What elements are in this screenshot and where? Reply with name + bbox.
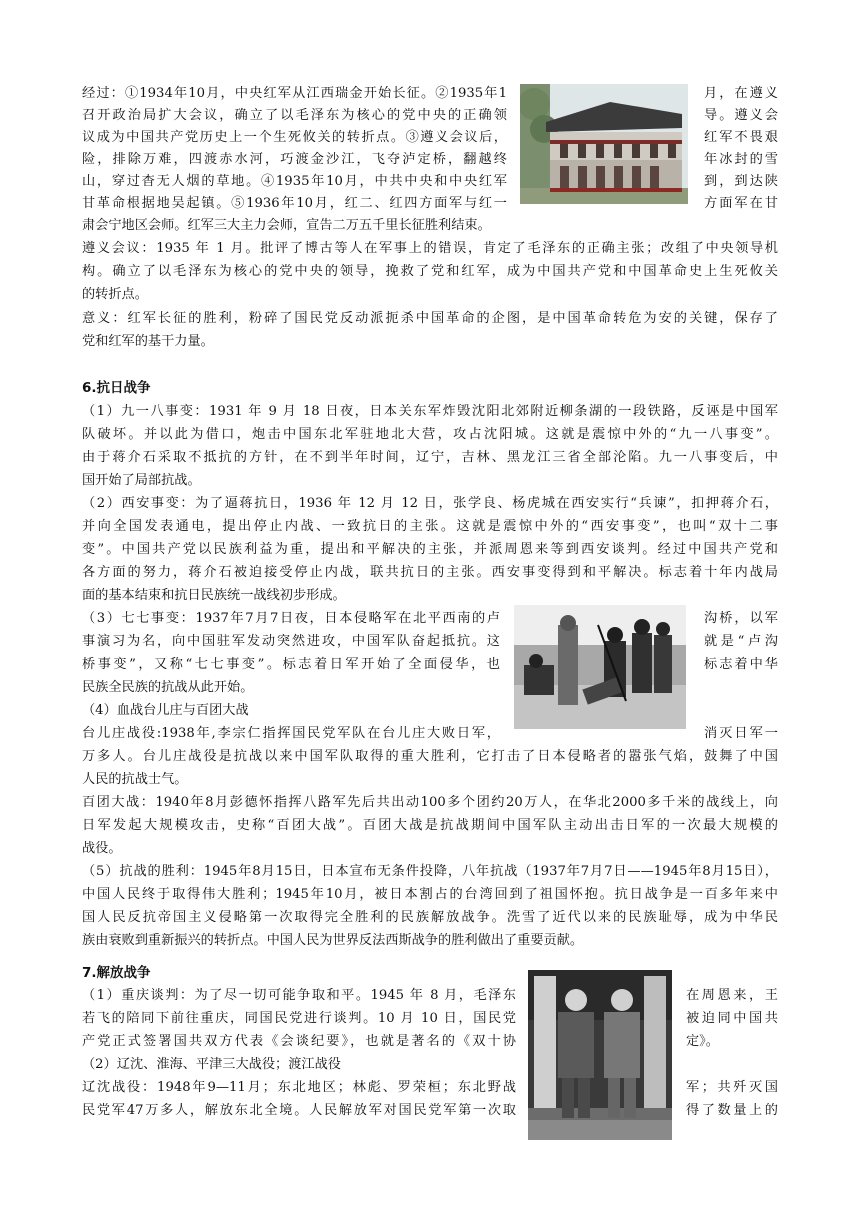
zunyi-line-3: 的转折点。 xyxy=(82,287,148,302)
chongqing-line-2-right: 被迫同中国共 xyxy=(686,1011,778,1026)
chongqing-line-1-left: （1）重庆谈判：为了尽一切可能争取和平。1945 年 8 月，毛泽东 xyxy=(82,988,516,1003)
liaoshen-line-2-left: 民党军47万多人，解放东北全境。人民解放军对国民党军第一次取 xyxy=(82,1103,516,1118)
march-line-5-right: 到，到达陕 xyxy=(704,174,778,189)
zunyi-line-1: 遵义会议：1935 年 1 月。批评了博古等人在军事上的错误，肯定了毛泽东的正确主张；改组了中央领导机 xyxy=(82,241,778,256)
chongqing-line-2-left: 若飞的陪同下前往重庆，同国民党进行谈判。10 月 10 日，国民党 xyxy=(82,1011,516,1026)
p3-last-line: 民族全民族的抗战从此开始。 xyxy=(82,680,254,695)
taierzhuang-line-2: 万多人。台儿庄战役是抗战以来中国军队取得的重大胜利，它打击了日本侵略者的嚣张气焰，鼓舞了中国 xyxy=(82,749,778,764)
p2-line-4: 各方面的努力，蒋介石被迫接受停止内战，联共抗日的主张。西安事变得到和平解决。标志着十年内战局 xyxy=(82,565,778,580)
hundred-line-3: 战役。 xyxy=(82,841,122,856)
meaning-line-1: 意义：红军长征的胜利，粉碎了国民党反动派扼杀中国革命的企图，是中国革命转危为安的关键，保存了 xyxy=(82,311,778,326)
p5-line-1: （5）抗战的胜利：1945年8月15日，日本宣布无条件投降，八年抗战（1937年7月7日——1945年8月15日）， xyxy=(82,864,778,879)
march-line-4-left: 险，排除万难，四渡赤水河，巧渡金沙江，飞夺泸定桥，翻越终 xyxy=(82,152,507,167)
leaders-image xyxy=(528,970,672,1140)
campaigns-title: （2）辽沈、淮海、平津三大战役；渡江战役 xyxy=(82,1057,341,1072)
zunyi-line-2: 构。确立了以毛泽东为核心的党中央的领导，挽救了党和红军，成为中国共产党和中国革命史上生死攸关 xyxy=(82,264,778,279)
p2-line-1: （2）西安事变：为了逼蒋抗日，1936 年 12 月 12 日，张学良、杨虎城在西安实行“兵谏”，扣押蒋介石， xyxy=(82,496,778,511)
zunyi-building-photo xyxy=(520,84,688,204)
leaders-photo xyxy=(528,970,672,1140)
march-line-3-left: 议成为中国共产党历史上一个生死攸关的转折点。③遵义会议后， xyxy=(82,130,507,145)
p1-line-1: （1）九一八事变：1931 年 9 月 18 日夜，日本关东军炸毁沈阳北郊附近柳条湖的一段铁路，反诬是中国军 xyxy=(82,404,778,419)
p2-line-5: 面的基本结束和抗日民族统一战线初步形成。 xyxy=(82,588,346,603)
p2-line-2: 并向全国发表通电，提出停止内战、一致抗日的主张。这就是震惊中外的“西安事变”，也叫“双十二事 xyxy=(82,519,778,534)
march-line-4-right: 年冰封的雪 xyxy=(704,152,778,167)
hundred-line-1: 百团大战：1940年8月彭德怀指挥八路军先后共出动100多个团约20万人，在华北2000多千米的战线上，向 xyxy=(82,795,778,810)
liaoshen-line-1-left: 辽沈战役：1948年9—11月；东北地区；林彪、罗荣桓；东北野战 xyxy=(82,1080,516,1095)
zunyi-building-image xyxy=(520,84,688,204)
section-6-heading: 6.抗日战争 xyxy=(82,380,151,396)
p3-line-1-right: 沟桥，以军 xyxy=(704,611,778,626)
p3-line-2-left: 事演习为名，向中国驻军发动突然进攻，中国军队奋起抵抗。这 xyxy=(82,634,500,649)
march-line-5-left: 山，穿过杳无人烟的草地。④1935年10月，中共中央和中央红军 xyxy=(82,174,507,189)
chongqing-line-3-right: 定》。 xyxy=(686,1034,719,1049)
taierzhuang-line-1-left: 台儿庄战役:1938年,李宗仁指挥国民党军队在台儿庄大败日军， xyxy=(82,726,500,741)
chongqing-line-1-right: 在周恩来，王 xyxy=(686,988,778,1003)
meaning-line-2: 党和红军的基干力量。 xyxy=(82,334,214,349)
p5-line-3: 国人民反抗帝国主义侵略第一次取得完全胜利的民族解放战争。洗雪了近代以来的民族耻辱，成为中华民 xyxy=(82,910,778,925)
march-last-line: 肃会宁地区会师。红军三大主力会师，宣告二万五千里长征胜利结束。 xyxy=(82,218,491,233)
taierzhuang-line-1-right: 消灭日军一 xyxy=(704,726,778,741)
section-7-heading: 7.解放战争 xyxy=(82,965,151,981)
liaoshen-line-1-right: 军；共歼灭国 xyxy=(686,1080,778,1095)
p4-title: （4）血战台儿庄与百团大战 xyxy=(82,703,249,718)
march-line-2-right: 导。遵义会 xyxy=(704,108,778,123)
lugou-bridge-image xyxy=(514,605,686,729)
march-line-1-left: 经过：①1934年10月，中央红军从江西瑞金开始长征。②1935年1 xyxy=(82,86,507,101)
taierzhuang-line-3: 人民的抗战士气。 xyxy=(82,772,188,787)
march-line-2-left: 召开政治局扩大会议，确立了以毛泽东为核心的党中央的正确领 xyxy=(82,108,507,123)
liaoshen-line-2-right: 得了数量上的 xyxy=(686,1103,778,1118)
p1-line-3: 由于蒋介石采取不抵抗的方针，在不到半年时间，辽宁，吉林、黑龙江三省全部沦陷。九一八事变后，中 xyxy=(82,450,778,465)
march-line-6-right: 方面军在甘 xyxy=(704,196,778,211)
p1-line-2: 队破坏。并以此为借口，炮击中国东北军驻地北大营，攻占沈阳城。这就是震惊中外的“九一八事变”。 xyxy=(82,427,778,442)
p3-line-3-right: 标志着中华 xyxy=(704,657,778,672)
p5-line-2: 中国人民终于取得伟大胜利；1945年10月，被日本割占的台湾回到了祖国怀抱。抗日战争是一百多年来中 xyxy=(82,887,778,902)
p1-line-4: 国开始了局部抗战。 xyxy=(82,473,201,488)
p3-line-2-right: 就是“卢沟 xyxy=(704,634,778,649)
p3-line-3-left: 桥事变”，又称“七七事变”。标志着日军开始了全面侵华，也 xyxy=(82,657,500,672)
hundred-line-2: 日军发起大规模攻击，史称“百团大战”。百团大战是抗战期间中国军队主动出击日军的一次最大规模的 xyxy=(82,818,778,833)
lugou-bridge-photo xyxy=(514,605,686,729)
p2-line-3: 变”。中国共产党以民族利益为重，提出和平解决的主张，并派周恩来等到西安谈判。经过中国共产党和 xyxy=(82,542,778,557)
p3-line-1-left: （3）七七事变：1937年7月7日夜，日本侵略军在北平西南的卢 xyxy=(82,611,500,626)
p5-line-4: 族由衰败到重新振兴的转折点。中国人民为世界反法西斯战争的胜利做出了重要贡献。 xyxy=(82,933,584,948)
chongqing-line-3-left: 产党正式签署国共双方代表《会谈纪要》，也就是著名的《双十协 xyxy=(82,1034,516,1049)
march-line-3-right: 红军不畏艰 xyxy=(704,130,778,145)
march-line-1-right: 月，在遵义 xyxy=(704,86,778,101)
march-line-6-left: 甘革命根据地吴起镇。⑤1936年10月，红二、红四方面军与红一 xyxy=(82,196,507,211)
